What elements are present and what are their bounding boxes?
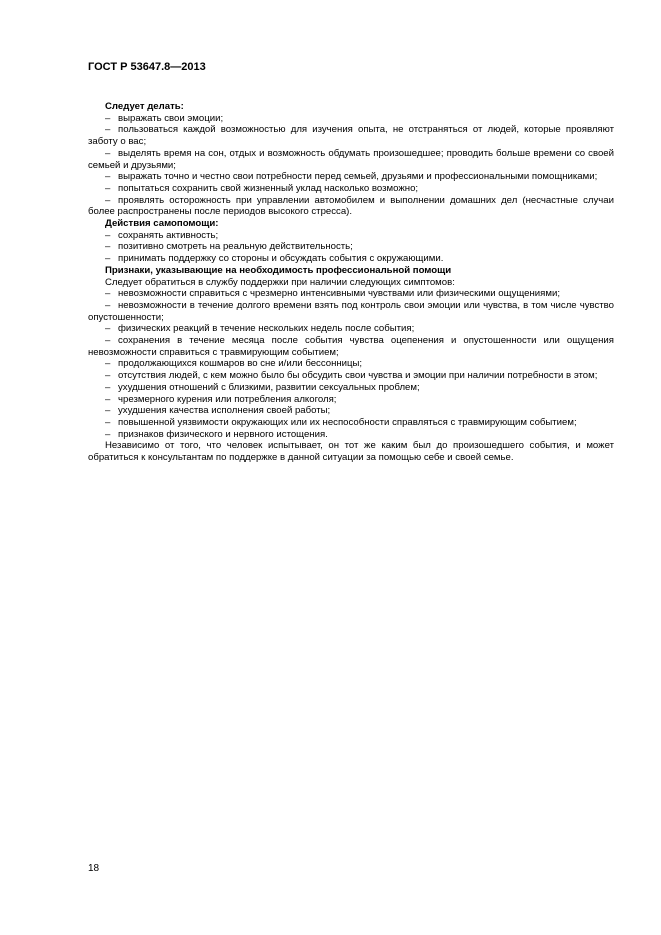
list-item-text: продолжающихся кошмаров во сне и/или бессонницы; (118, 358, 363, 370)
list-dash: – (105, 335, 111, 347)
list-dash: – (105, 171, 111, 183)
section-heading-self-help: Действия самопомощи: (105, 218, 219, 230)
list-symptoms (88, 288, 614, 440)
list-item-text: ухудшения качества исполнения своей работы; (118, 405, 331, 417)
list-dash: – (105, 194, 111, 206)
list-dash: – (105, 241, 111, 253)
list-dash: – (105, 112, 111, 124)
list-dash: – (105, 405, 111, 417)
list-item (88, 241, 614, 253)
list-item (88, 124, 614, 147)
list-item (88, 370, 614, 382)
list-item (88, 335, 614, 358)
document-header: ГОСТ Р 53647.8—2013 (88, 61, 206, 73)
list-item (88, 195, 614, 218)
list-dash: – (105, 229, 111, 241)
list-item-text: повышенной уязвимости окружающих или их неспособности справляться с травмирующим событием; (118, 416, 577, 428)
list-item-text: выражать точно и честно свои потребности перед семьей, друзьями и профессиональными помощниками; (118, 171, 598, 183)
list-item (88, 288, 614, 300)
closing-paragraph: Независимо от того, что человек испытывает, он тот же каким был до произошедшего события, и может обратиться к консультантам по поддержке в данной ситуации за помощью себе и своей семье. (88, 440, 614, 464)
list-dash: – (105, 370, 111, 382)
list-item (88, 429, 614, 441)
list-item-text: попытаться сохранить свой жизненный уклад насколько возможно; (118, 182, 419, 194)
list-dash: – (105, 147, 111, 159)
list-dash: – (105, 416, 111, 428)
list-item (88, 253, 614, 265)
list-item-text: чрезмерного курения или потребления алкоголя; (118, 393, 337, 405)
list-item (88, 230, 614, 242)
list-item (88, 113, 614, 125)
list-should-do (88, 113, 614, 218)
list-item-text: выражать свои эмоции; (118, 112, 224, 124)
list-item (88, 405, 614, 417)
list-dash: – (105, 358, 111, 370)
list-item (88, 171, 614, 183)
list-item-text: физических реакций в течение нескольких недель после события; (118, 323, 415, 335)
list-item-text: невозможности в течение долгого времени взять под контроль свои эмоции или чувства, в том числе чувство опустошенности; (88, 299, 614, 323)
list-item (88, 148, 614, 171)
list-item-text: проявлять осторожность при управлении автомобилем и выполнении домашних дел (несчастные случаи более распространены после периодов высокого стресса). (88, 194, 614, 218)
document-body (88, 101, 614, 464)
list-dash: – (105, 182, 111, 194)
list-item-text: сохранения в течение месяца после события чувства оцепенения и опустошенности или ощущения невозможности справиться с травмирующим событием; (88, 335, 614, 358)
list-item-text: ухудшения отношений с близкими, развитии сексуальных проблем; (118, 381, 420, 393)
list-item-text: принимать поддержку со стороны и обсуждать события с окружающими. (118, 253, 444, 265)
list-item (88, 323, 614, 335)
section-heading-professional-help: Признаки, указывающие на необходимость профессиональной помощи (105, 264, 452, 276)
list-item (88, 300, 614, 323)
list-dash: – (105, 393, 111, 405)
list-item (88, 358, 614, 370)
list-item-text: выделять время на сон, отдых и возможность обдумать произошедшее; проводить больше времени со своей семьей и друзьями; (88, 147, 614, 171)
list-dash: – (105, 124, 111, 136)
list-item (88, 382, 614, 394)
list-dash: – (105, 428, 111, 440)
list-item (88, 394, 614, 406)
page-number: 18 (88, 863, 100, 874)
list-dash: – (105, 323, 111, 335)
list-dash: – (105, 288, 111, 300)
list-item (88, 417, 614, 429)
list-item-text: пользоваться каждой возможностью для изучения опыта, не отстраняться от людей, которые проявляют заботу о вас; (88, 124, 614, 148)
list-item-text: признаков физического и нервного истощения. (118, 428, 328, 440)
list-item-text: отсутствия людей, с кем можно было бы обсудить свои чувства и эмоции при наличии потребности в этом; (118, 370, 598, 382)
list-dash: – (105, 299, 111, 311)
section-intro: Следует обратиться в службу поддержки при наличии следующих симптомов: (105, 276, 455, 288)
list-dash: – (105, 253, 111, 265)
section-heading-should-do: Следует делать: (105, 101, 184, 112)
list-item (88, 183, 614, 195)
list-item-text: позитивно смотреть на реальную действительность; (118, 241, 353, 253)
list-self-help (88, 230, 614, 265)
list-dash: – (105, 381, 111, 393)
list-item-text: невозможности справиться с чрезмерно интенсивными чувствами или физическими ощущениями; (118, 288, 560, 300)
list-item-text: сохранять активность; (118, 229, 219, 241)
